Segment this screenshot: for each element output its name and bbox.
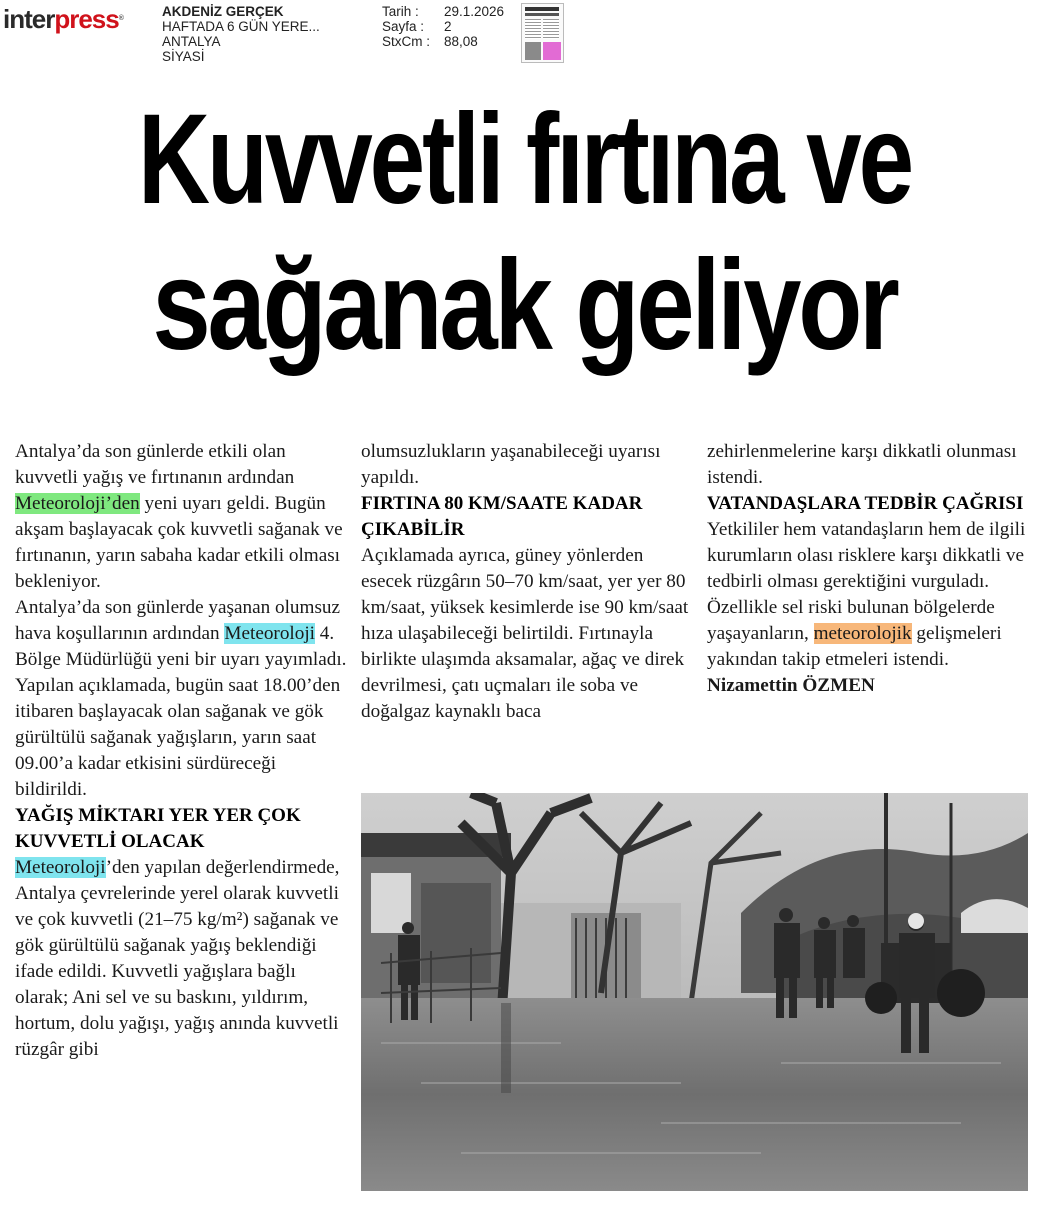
highlight-keyword: Meteoroloji bbox=[15, 857, 106, 878]
publication-city: ANTALYA bbox=[162, 34, 221, 49]
article-column-3 bbox=[707, 439, 1037, 699]
paragraph: olumsuzlukların yaşanabileceği uyarısı yapıldı. bbox=[361, 441, 661, 488]
date-label: Tarih : bbox=[382, 4, 419, 19]
page-value: 2 bbox=[444, 19, 452, 34]
paragraph: Yetkililer hem vatandaşların hem de ilgili kurumların olası risklere karşı dikkatli ve tedbirli olması gerektiğini vurguladı. Özellikle sel riski bulunan bölgelerde yaşayanların, meteorolojik gelişmeleri yakından takip etmeleri istendi. bbox=[707, 519, 1026, 670]
logo-text-red: press bbox=[54, 4, 119, 34]
subheading: YAĞIŞ MİKTARI YER YER ÇOK KUVVETLİ OLACAK bbox=[15, 805, 301, 852]
flood-photo bbox=[361, 793, 1028, 1191]
publication-section: SİYASİ bbox=[162, 49, 205, 64]
stxcm-value: 88,08 bbox=[444, 34, 478, 49]
paragraph: Antalya’da son günlerde etkili olan kuvvetli yağış ve fırtınanın ardından Meteoroloji’den yeni uyarı geldi. Bugün akşam başlayacak çok kuvvetli sağanak ve fırtınanın, yarın sabaha kadar etkili olması bekleniyor. bbox=[15, 441, 343, 592]
date-value: 29.1.2026 bbox=[444, 4, 505, 19]
headline-line-2: sağanak geliyor bbox=[152, 234, 897, 377]
flood-photo-illustration bbox=[361, 793, 1028, 1191]
author-byline: Nizamettin ÖZMEN bbox=[707, 675, 875, 696]
logo-text-dark: inter bbox=[3, 4, 55, 34]
subheading: FIRTINA 80 KM/SAATE KADAR ÇIKABİLİR bbox=[361, 493, 643, 540]
paragraph: Meteoroloji’den yapılan değerlendirmede, Antalya çevrelerinde yerel olarak kuvvetli ve çok kuvvetli (21–75 kg/m²) sağanak ve gök gürültülü sağanak yağış beklendiği ifade edildi. Kuvvetli yağışlara bağlı olarak; Ani sel ve su baskını, yıldırım, hortum, dolu yağışı, yağış anında kuvvetli rüzgâr gibi bbox=[15, 857, 340, 1060]
subheading: VATANDAŞLARA TEDBİR ÇAĞRISI bbox=[707, 493, 1024, 514]
interpress-logo bbox=[3, 4, 123, 34]
paragraph: zehirlenmelerine karşı dikkatli olunması istendi. bbox=[707, 441, 1017, 488]
publication-meta bbox=[162, 4, 320, 64]
logo-registered-mark: ® bbox=[118, 15, 123, 22]
headline-line-1: Kuvvetli fırtına ve bbox=[138, 88, 911, 231]
article-column-1 bbox=[15, 439, 350, 1063]
highlight-keyword: meteorolojik bbox=[813, 623, 912, 644]
headline bbox=[0, 88, 1049, 377]
publication-name: AKDENİZ GERÇEK bbox=[162, 4, 284, 19]
publication-frequency: HAFTADA 6 GÜN YERE... bbox=[162, 19, 320, 34]
highlight-keyword: Meteoroloji bbox=[224, 623, 315, 644]
page-label: Sayfa : bbox=[382, 19, 425, 34]
paragraph: Açıklamada ayrıca, güney yönlerden esecek rüzgârın 50–70 km/saat, yer yer 80 km/saat, yüksek kesimlerde ise 90 km/saat hıza ulaşabileceği belirtildi. Fırtınayla birlikte ulaşımda aksamalar, ağaç ve direk devrilmesi, çatı uçmaları ile soba ve doğalgaz kaynaklı baca bbox=[361, 545, 689, 722]
paragraph: Antalya’da son günlerde yaşanan olumsuz hava koşullarının ardından Meteoroloji 4. Bölge Müdürlüğü yeni bir uyarı yayımladı. Yapılan açıklamada, bugün saat 18.00’den itibaren başlayacak olan sağanak ve gök gürültülü sağanak yağışların, yarın saat 09.00’a kadar etkisini sürdüreceği bildirildi. bbox=[15, 597, 347, 800]
highlight-keyword: Meteoroloji’den bbox=[15, 493, 140, 514]
page-thumbnail[interactable] bbox=[521, 3, 564, 63]
clipping-info bbox=[382, 4, 504, 49]
stxcm-label: StxCm : bbox=[382, 34, 431, 49]
article-column-2 bbox=[361, 439, 691, 725]
